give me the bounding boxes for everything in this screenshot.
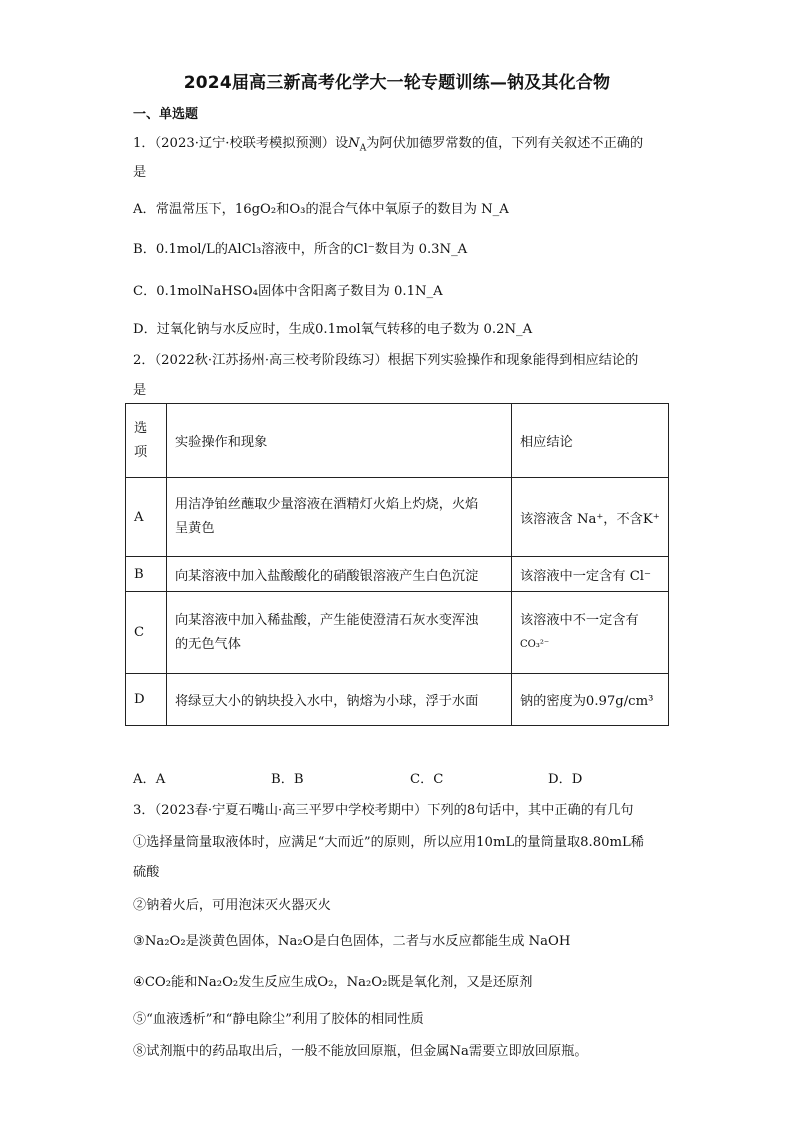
q3-statement-1-cont: 硫酸 (133, 865, 160, 880)
q1-option-b: B．0.1mol/L的AlCl₃溶液中，所含的Cl⁻数目为 0.3N_A (133, 242, 468, 257)
header-option: 选 项 (126, 404, 167, 478)
q1-option-d: D．过氧化钠与水反应时，生成0.1mol氧气转移的电子数为 0.2N_A (133, 322, 533, 337)
row-operation: 将绿豆大小的钠块投入水中，钠熔为小球，浮于水面 (167, 674, 512, 726)
q3-stem: 3．（2023春·宁夏石嘴山·高三平罗中学校考期中）下列的8句话中，其中正确的有几句 (133, 803, 634, 818)
q1-stem-line2: 是 (133, 165, 147, 180)
q3-statement-2: ②钠着火后，可用泡沫灭火器灭火 (133, 898, 331, 913)
answer-option-c[interactable]: C．C (410, 772, 444, 787)
table-header-row (126, 404, 669, 478)
table-row (126, 478, 669, 557)
row-conclusion: 钠的密度为0.97g/cm³ (512, 674, 669, 726)
table-row (126, 557, 669, 592)
row-option: C (126, 592, 167, 674)
row-operation: 向某溶液中加入稀盐酸，产生能使澄清石灰水变浑浊 的无色气体 (167, 592, 512, 674)
row-option: D (126, 674, 167, 726)
experiment-table (125, 403, 669, 726)
header-conclusion: 相应结论 (512, 404, 669, 478)
table-row (126, 674, 669, 726)
q1-option-a: A．常温常压下，16gO₂和O₃的混合气体中氧原子的数目为 N_A (133, 202, 509, 217)
q3-statement-5: ⑤“血液透析”和“静电除尘”利用了胶体的相同性质 (133, 1012, 424, 1027)
header-operation: 实验操作和现象 (167, 404, 512, 478)
row-conclusion: 该溶液中一定含有 Cl⁻ (512, 557, 669, 592)
q3-statement-8: ⑧试剂瓶中的药品取出后，一般不能放回原瓶，但金属Na需要立即放回原瓶。 (133, 1044, 588, 1059)
section-heading: 一、单选题 (133, 107, 199, 122)
q1-stem-line1: 1．（2023·辽宁·校联考模拟预测）设$N_A$为阿伏加德罗常数的值，下列有关叙述不正确的 (133, 136, 644, 154)
table-row (126, 592, 669, 674)
q2-stem-line2: 是 (133, 383, 147, 398)
row-operation: 用洁净铂丝蘸取少量溶液在酒精灯火焰上灼烧，火焰 呈黄色 (167, 478, 512, 557)
answer-option-a[interactable]: A．A (133, 772, 166, 787)
row-conclusion: 该溶液含 Na⁺，不含K⁺ (512, 478, 669, 557)
answer-option-d[interactable]: D．D (548, 772, 583, 787)
answer-option-b[interactable]: B．B (271, 772, 304, 787)
row-option: B (126, 557, 167, 592)
row-operation: 向某溶液中加入盐酸酸化的硝酸银溶液产生白色沉淀 (167, 557, 512, 592)
q3-statement-4: ④CO₂能和Na₂O₂发生反应生成O₂，Na₂O₂既是氧化剂，又是还原剂 (133, 975, 533, 990)
row-conclusion: 该溶液中不一定含有 CO₃²⁻ (512, 592, 669, 674)
q1-option-c: C．0.1molNaHSO₄固体中含阳离子数目为 0.1N_A (133, 284, 443, 299)
q3-statement-1: ①选择量筒量取液体时，应满足“大而近”的原则，所以应用10mL的量筒量取8.80mL稀 (133, 835, 644, 850)
q2-stem-line1: 2．（2022秋·江苏扬州·高三校考阶段练习）根据下列实验操作和现象能得到相应结论的 (133, 353, 639, 368)
row-option: A (126, 478, 167, 557)
document-title: 2024届高三新高考化学大一轮专题训练—钠及其化合物 (183, 73, 611, 93)
q3-statement-3: ③Na₂O₂是淡黄色固体，Na₂O是白色固体，二者与水反应都能生成 NaOH (133, 934, 571, 949)
